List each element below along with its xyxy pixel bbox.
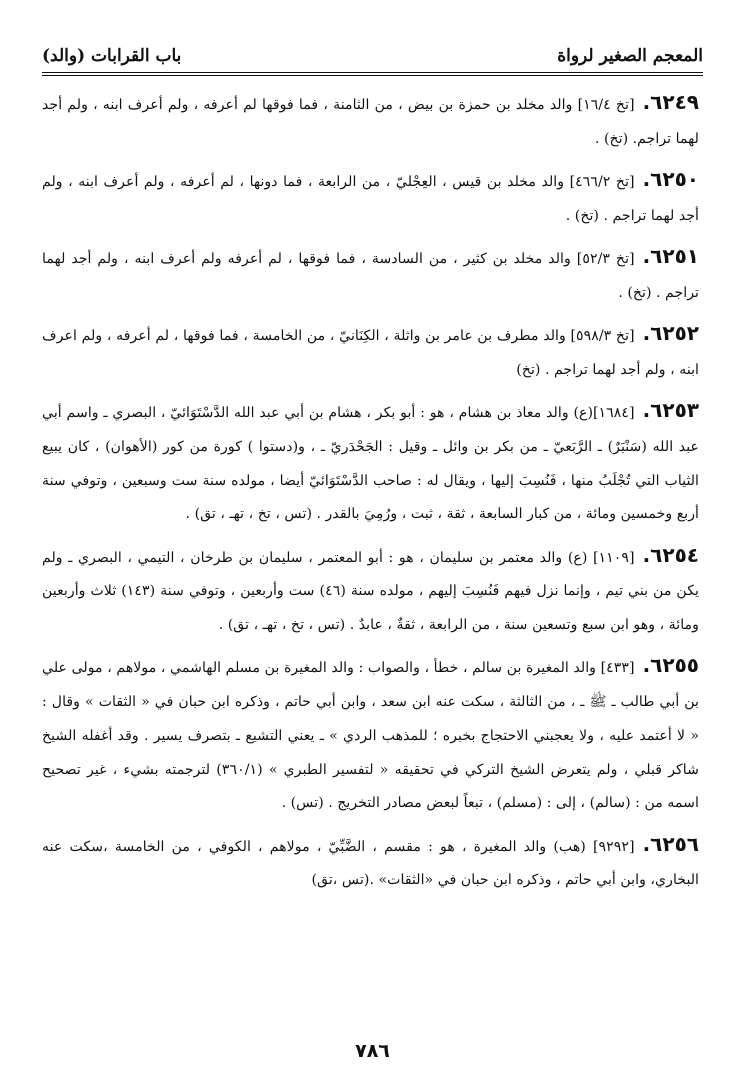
entry (42, 394, 699, 532)
page-number: ٧٨٦ (355, 1040, 390, 1062)
page-header (42, 34, 703, 70)
entry-number: ٦٢٤٩. (642, 90, 699, 114)
entry-text: [٤٣٣] والد المغيرة بن سالم ، خطأ ، والصواب : والد المغيرة بن مسلم الهاشمي ، مولاهم ، مولى علي بن أبي طالب ـ ﷺ ـ ، من الثالثة ، سكت عنه ابن سعد ، وابن أبي حاتم ، وذكره ابن حبان في « الثقات » وقال : « لا أعتمد عليه ، ولا يعجبني الاحتجاج بخبره ؛ للمذهب الردي » ـ يعني التشيع ـ بتصرف يسير . وقد أغفله الشيخ شاكر قبلي ، ولم يتعرض الشيخ التركي في تحقيقه « لتفسير الطبري » (٣٦٠/١) لترجمته بشيء ، غير تصحيح اسمه من : (سالم) ، إلى : (مسلم) ، تبعاً لبعض مصادر التخريج . (تس) . (42, 660, 699, 812)
entries-list (42, 86, 699, 905)
entry-number: ٦٢٥٣. (642, 397, 699, 422)
entry-text: [تخ ١٦/٤] والد مخلد بن حمزة بن بيض ، من الثامنة ، فما فوقها لم أعرفه ، ولم أعرف ابنه ، ولم أجد لهما تراجم. (تخ) . (42, 97, 699, 147)
entry-text: [تخ ٥٢/٣] والد مخلد بن كثير ، من السادسة ، فما فوقها ، لم أعرفه ولم أعرف ابنه ، ولم أجد لهما تراجم . (تخ) . (42, 250, 699, 301)
entry-text: [١٦٨٤](ع) والد معاذ بن هشام ، هو : أبو بكر ، هشام بن أبي عبد الله الدَّسْتَوَائيّ ، البصري ـ واسم أبي عبد الله (سَنْبَرٌ) ـ الرَّبَعيّ ـ من بكر بن وائل ـ وقيل : الجَحْدَريّ ـ ، و(دستوا ) كورة من كور (الأهوان) ، كان يبيع الثياب التي تُجْلَبُ منها ، فَنُسِبَ إليها ، ويقال له : صاحب الدَّسْتَوَائيّ أيضا ، مولده سنة ست وسبعين ، وتوفي سنة أربع وخمسين ومائة ، من كبار السابعة ، ثقة ، ثبت ، ورُمِيَ بالقدر . (تس ، تخ ، تهـ ، تق) . (42, 404, 699, 523)
book-title: المعجم الصغير لرواة (557, 46, 703, 66)
entry-number: ٦٢٥٥. (642, 653, 699, 678)
chapter-title: باب القرابات (والد) (42, 46, 182, 66)
entry-text: [١١٠٩] (ع) والد معتمر بن سليمان ، هو : أبو المعتمر ، سليمان بن طرخان ، التيمي ، البصري ـ ولم يكن من بني تيم ، وإنما نزل فيهم فَنُسِبَ إليهم ، مولده سنة (٤٦) ست وأربعين ، وتوفي سنة (١٤٣) ثلاث وأربعين ومائة ، وهو ابن سبع وتسعين سنة ، من الرابعة ، ثقةٌ ، عابدٌ . (تس ، تخ ، تهـ ، تق) . (42, 549, 700, 634)
entry-text: [٩٢٩٢] (هب) والد المغيرة ، هو : مقسم ، الضَّبِّيّ ، مولاهم ، الكوفي ، من الخامسة ،سكت عنه البخاري، وابن أبي حاتم ، وذكره ابن حبان في «الثقات» .(تس ،تق) (42, 838, 699, 889)
header-rule (42, 72, 703, 76)
entry (42, 317, 699, 388)
entry-text: [تخ ٥٩٨/٣] والد مطرف بن عامر بن واثلة ، الكِنَانيّ ، من الخامسة ، فما فوقها ، لم أعرفه ، ولم اعرف ابنه ، ولم أجد لهما تراجم . (تخ) (42, 327, 699, 378)
entry-number: ٦٢٥٠. (642, 166, 699, 191)
entry (42, 240, 699, 311)
entry-number: ٦٢٥٢. (642, 320, 699, 345)
entry-number: ٦٢٥٤. (642, 542, 699, 567)
entry (42, 86, 699, 157)
entry (42, 163, 699, 234)
entry (42, 828, 699, 899)
entry-number: ٦٢٥١. (642, 243, 699, 268)
entry (42, 649, 699, 821)
entry-number: ٦٢٥٦. (642, 831, 699, 856)
entry-text: [تخ ٤٦٦/٢] والد مخلد بن قيس ، العِجْليّ ، من الرابعة ، فما دونها ، لم أعرفه ، ولم أعرف ابنه ، ولم أجد لهما تراجم . (تخ) . (42, 173, 699, 224)
entry (42, 539, 699, 643)
